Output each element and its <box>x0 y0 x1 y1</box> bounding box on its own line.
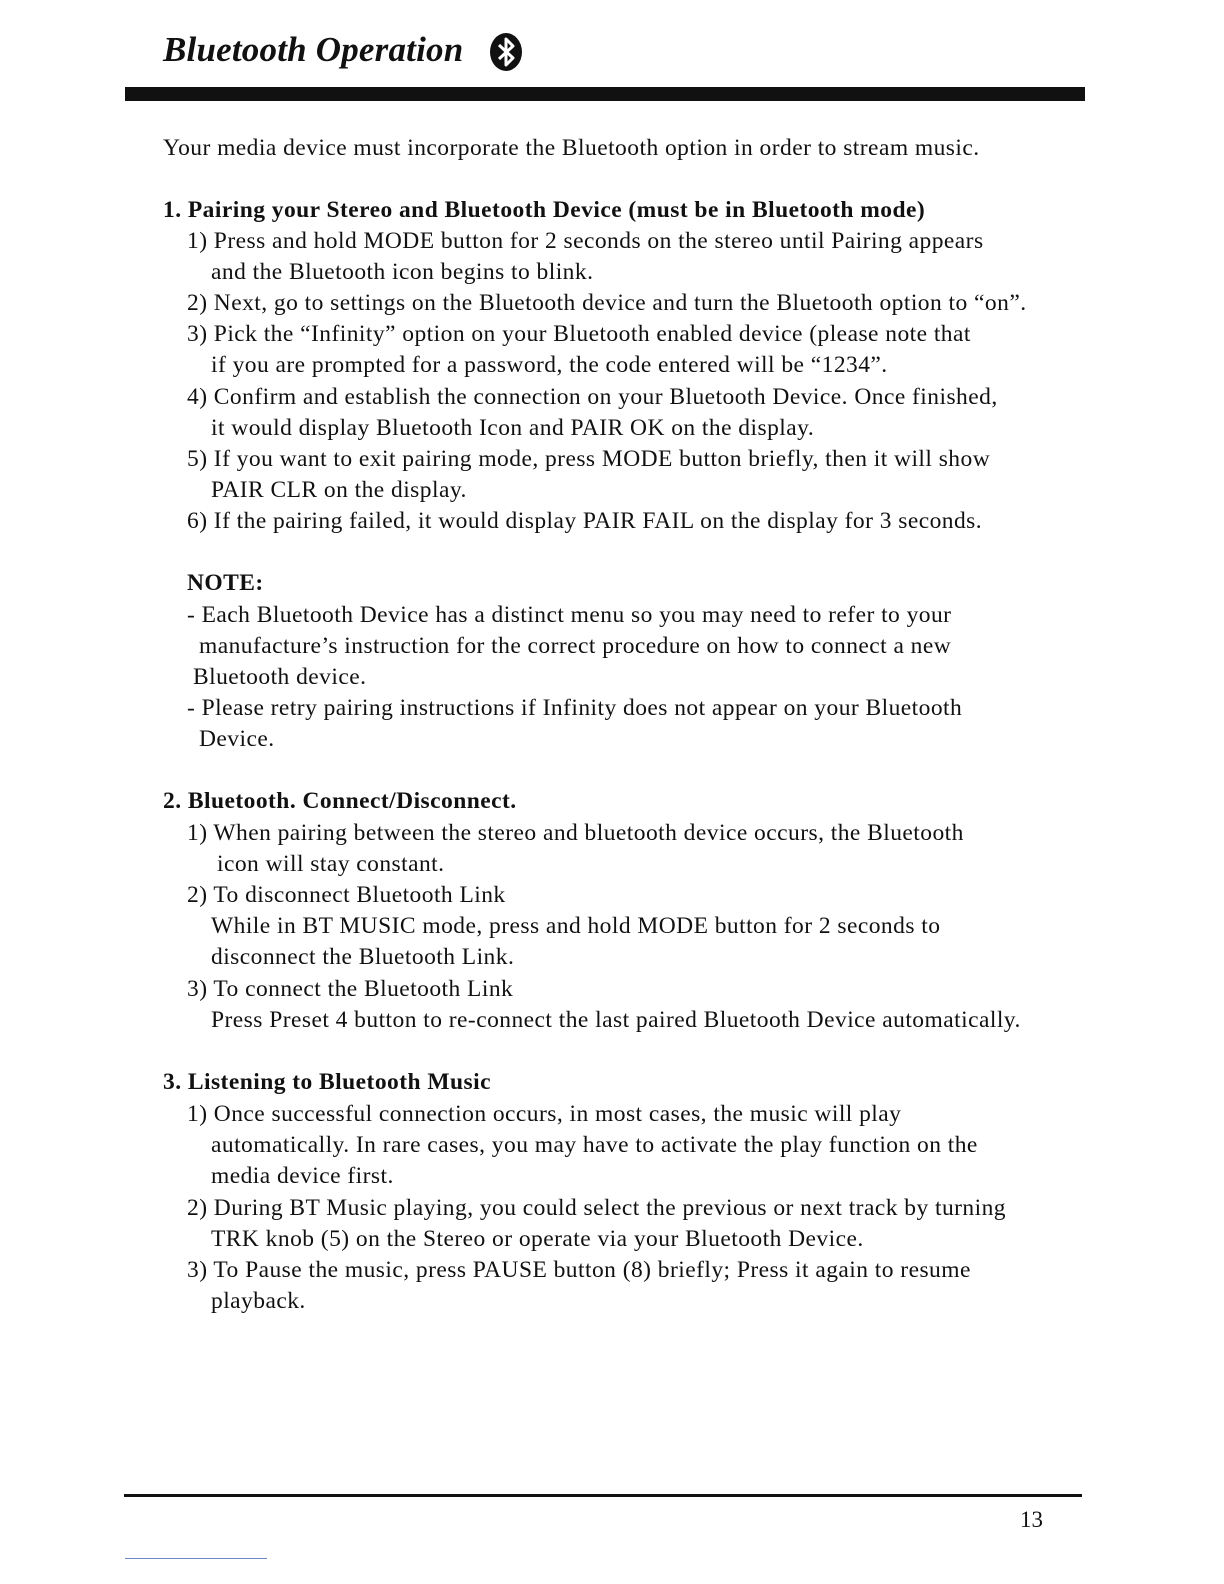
section-1-line: it would display Bluetooth Icon and PAIR OK on the display. <box>211 415 815 441</box>
note-line: manufacture’s instruction for the correct procedure on how to connect a new <box>199 633 952 659</box>
intro-text: Your media device must incorporate the Bluetooth option in order to stream music. <box>163 135 980 161</box>
section-1-line: and the Bluetooth icon begins to blink. <box>211 259 594 285</box>
section-1-line: if you are prompted for a password, the code entered will be “1234”. <box>211 352 888 378</box>
note-heading: NOTE: <box>187 570 264 596</box>
section-2-line: 2) To disconnect Bluetooth Link <box>187 882 506 908</box>
page-number: 13 <box>1020 1507 1043 1532</box>
note-line: Device. <box>199 726 275 752</box>
section-1-line: PAIR CLR on the display. <box>211 477 467 503</box>
note-line: - Each Bluetooth Device has a distinct menu so you may need to refer to your <box>187 602 952 628</box>
page-title: Bluetooth Operation <box>163 30 464 69</box>
section-2-line: While in BT MUSIC mode, press and hold MODE button for 2 seconds to <box>211 913 941 939</box>
section-1-line: 1) Press and hold MODE button for 2 seconds on the stereo until Pairing appears <box>187 228 984 254</box>
section-1-line: 6) If the pairing failed, it would display PAIR FAIL on the display for 3 seconds. <box>187 508 983 534</box>
section-3-line: playback. <box>211 1288 306 1314</box>
section-1-line: 2) Next, go to settings on the Bluetooth device and turn the Bluetooth option to “on”. <box>187 290 1027 316</box>
section-3-heading: 3. Listening to Bluetooth Music <box>163 1069 491 1095</box>
section-1-line: 5) If you want to exit pairing mode, press MODE button briefly, then it will show <box>187 446 991 472</box>
section-3-line: 1) Once successful connection occurs, in most cases, the music will play <box>187 1101 902 1127</box>
footer-rule <box>124 1494 1082 1497</box>
section-3-line: 2) During BT Music playing, you could select the previous or next track by turning <box>187 1195 1006 1221</box>
bluetooth-icon <box>488 32 524 72</box>
section-1-line: 3) Pick the “Infinity” option on your Bluetooth enabled device (please note that <box>187 321 971 347</box>
section-3-line: 3) To Pause the music, press PAUSE button (8) briefly; Press it again to resume <box>187 1257 971 1283</box>
section-2-line: icon will stay constant. <box>217 851 445 877</box>
section-3-line: automatically. In rare cases, you may have to activate the play function on the <box>211 1132 978 1158</box>
header-rule <box>125 87 1085 101</box>
section-2-heading: 2. Bluetooth. Connect/Disconnect. <box>163 788 517 814</box>
note-line: Bluetooth device. <box>193 664 367 690</box>
section-2-line: 1) When pairing between the stereo and bluetooth device occurs, the Bluetooth <box>187 820 964 846</box>
section-2-line: disconnect the Bluetooth Link. <box>211 944 515 970</box>
section-1-line: 4) Confirm and establish the connection on your Bluetooth Device. Once finished, <box>187 384 998 410</box>
section-1-heading: 1. Pairing your Stereo and Bluetooth Device (must be in Bluetooth mode) <box>163 197 926 223</box>
note-line: - Please retry pairing instructions if Infinity does not appear on your Bluetooth <box>187 695 963 721</box>
corner-line <box>125 1558 267 1559</box>
section-3-line: media device first. <box>211 1163 394 1189</box>
section-2-line: Press Preset 4 button to re-connect the last paired Bluetooth Device automatically. <box>211 1007 1021 1033</box>
section-2-line: 3) To connect the Bluetooth Link <box>187 976 514 1002</box>
section-3-line: TRK knob (5) on the Stereo or operate via your Bluetooth Device. <box>211 1226 864 1252</box>
